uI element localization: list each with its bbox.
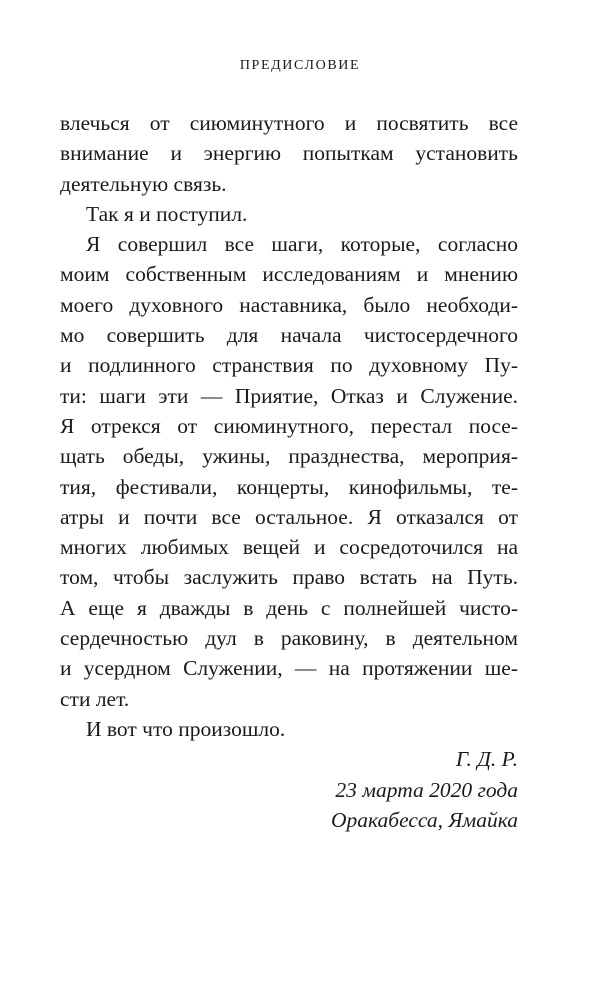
text-line: деятельную связь. bbox=[60, 171, 227, 196]
text-line: ти: шаги эти — Приятие, Отказ и Служение. bbox=[60, 383, 518, 408]
signature-date: 23 марта 2020 года bbox=[335, 777, 518, 802]
text-line: том, чтобы заслужить право встать на Путь. bbox=[60, 565, 518, 590]
running-head: ПРЕДИСЛОВИЕ bbox=[239, 58, 361, 73]
text-line: мо совершить для начала чистосердечного bbox=[60, 323, 518, 348]
text-line: многих любимых вещей и сосредоточился на bbox=[60, 535, 518, 560]
text-line: и подлинного странствия по духовному Пу- bbox=[60, 353, 518, 378]
text-line: И вот что произошло. bbox=[86, 716, 286, 741]
text-line: Я совершил все шаги, которые, согласно bbox=[86, 232, 518, 257]
text-line: Я отрекся от сиюминутного, перестал посе- bbox=[60, 413, 518, 438]
body-text bbox=[60, 108, 518, 835]
signature-place: Оракабесса, Ямайка bbox=[330, 807, 518, 832]
signature-initials: Г. Д. Р. bbox=[455, 747, 518, 772]
text-line: атры и почти все остальное. Я отказался от bbox=[60, 504, 518, 529]
text-line: сти лет. bbox=[60, 686, 130, 711]
text-line: сердечностью дул в раковину, в деятельном bbox=[60, 626, 518, 651]
text-line: моего духовного наставника, было необходи- bbox=[60, 292, 518, 317]
text-line: тия, фестивали, концерты, кинофильмы, те- bbox=[60, 474, 518, 499]
text-line: Так я и поступил. bbox=[86, 201, 248, 226]
text-line: внимание и энергию попыткам установить bbox=[60, 141, 518, 166]
text-line: моим собственным исследованиям и мнению bbox=[60, 262, 518, 287]
text-line: щать обеды, ужины, празднества, мероприя- bbox=[60, 444, 518, 469]
text-line: влечься от сиюминутного и посвятить все bbox=[60, 111, 518, 135]
text-line: А еще я дважды в день с полнейшей чисто- bbox=[60, 595, 518, 620]
text-line: и усердном Служении, — на протяжении ше- bbox=[60, 656, 518, 681]
